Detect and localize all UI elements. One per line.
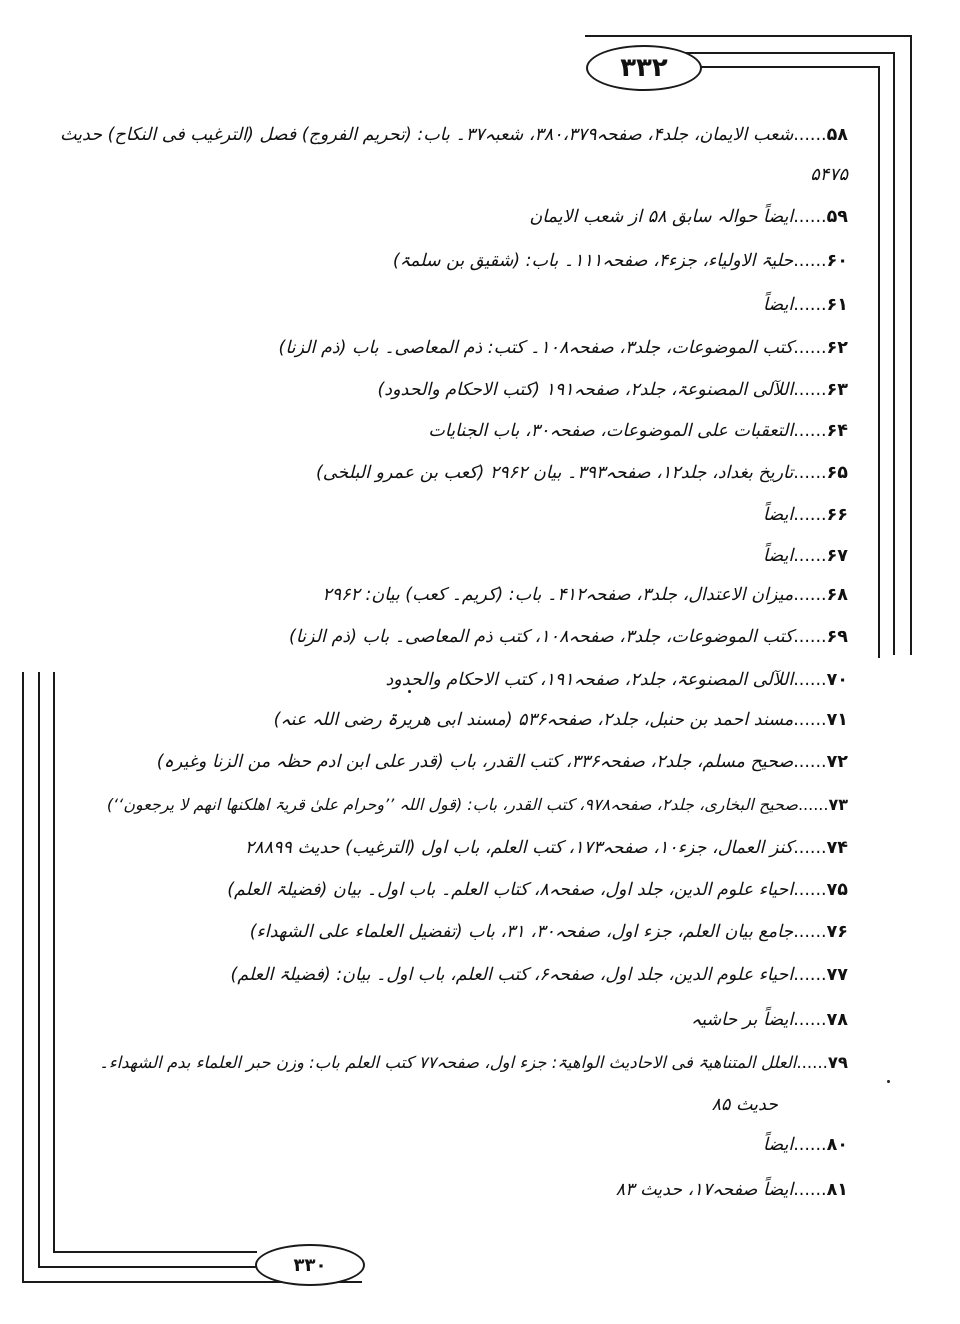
ref-70: ۷۰......اللآلی المصنوعۃ، جلد۲، صفحہ۱۹۱، کتب الاحکام والحدود bbox=[385, 670, 848, 690]
ref-79-cont bbox=[712, 1090, 778, 1120]
ref-text: جامع بیان العلم، جزء اول، صفحہ۳۰، ۳۱، باب (تفضیل العلماء علی الشھداء) bbox=[249, 922, 794, 942]
ref-number: ۷۶ bbox=[826, 922, 848, 942]
ref-text: تاریخ بغداد، جلد۱۲، صفحہ۳۹۳۔ بیان ۲۹۶۲ (کعب بن عمرو البلخی) bbox=[315, 463, 794, 483]
ref-number: ۶۹ bbox=[826, 627, 848, 647]
ref-text: ایضاً bbox=[762, 546, 794, 566]
ref-65: ۶۵......تاریخ بغداد، جلد۱۲، صفحہ۳۹۳۔ بیان ۲۹۶۲ (کعب بن عمرو البلخی) bbox=[315, 463, 848, 483]
ref-63: ۶۳......اللآلی المصنوعۃ، جلد۲، صفحہ۱۹۱ (کتب الاحکام والحدود) bbox=[377, 380, 848, 400]
frame-right-inner bbox=[878, 66, 880, 658]
ref-number: ۷۵ bbox=[826, 880, 848, 900]
ref-72: ۷۲......صحیح مسلم، جلد۲، صفحہ۳۳۶، کتب القدر، باب (قدر علی ابن ادم حظہ من الزنا وغیرہ) bbox=[156, 752, 848, 772]
ref-66: ۶۶......ایضاً bbox=[762, 505, 848, 525]
ref-61: ۶۱......ایضاً bbox=[762, 295, 848, 315]
ref-81: ۸۱......ایضاً صفحہ۱۷، حدیث ۸۳ bbox=[615, 1180, 848, 1200]
ref-number: ۸۰ bbox=[826, 1135, 848, 1155]
ref-number: ۶۱ bbox=[826, 295, 848, 315]
frame-right-middle bbox=[893, 52, 895, 655]
ref-number: ۷۸ bbox=[826, 1010, 848, 1030]
ref-number: ۷۱ bbox=[826, 710, 848, 730]
frame-top-inner bbox=[698, 66, 880, 68]
ref-text: التعقبات علی الموضوعات، صفحہ۳۰، باب الجنایات bbox=[428, 421, 794, 441]
ref-number: ۷۲ bbox=[826, 752, 848, 772]
ref-text: مسند احمد بن حنبل، جلد۲، صفحہ۵۳۶ (مسند ابی ھریرۃ رضی اللہ عنہ) bbox=[273, 710, 794, 730]
ref-text: حلیۃ الاولیاء، جزء۴، صفحہ۱۱۱۔ باب: (شقیق بن سلمۃ) bbox=[392, 251, 794, 271]
ref-text: کتب الموضوعات، جلد۳، صفحہ۱۰۸۔ کتب: ذم المعاصی۔ باب (ذم الزنا) bbox=[278, 338, 794, 358]
frame-bottom-inner bbox=[53, 1251, 257, 1253]
ref-number: ۷۷ bbox=[826, 965, 848, 985]
ref-number: ۶۴ bbox=[826, 421, 848, 441]
ref-number: ۶۷ bbox=[826, 546, 848, 566]
ref-number: ۵۹ bbox=[826, 207, 848, 227]
ref-number: ۷۳ bbox=[828, 795, 848, 814]
frame-top-outer bbox=[585, 35, 912, 37]
frame-bottom-middle bbox=[38, 1266, 256, 1268]
ref-58: ۵۸......شعب الایمان، جلد۴، صفحہ۳۸۰،۳۷۹، شعبہ۳۷۔ باب: (تحریم الفروج) فصل (الترغیب فی النکاح) حدیث bbox=[60, 125, 848, 145]
ref-number: ۶۲ bbox=[826, 338, 848, 358]
ref-number: ۷۴ bbox=[826, 838, 848, 858]
ref-text: کنز العمال، جزء۱۰، صفحہ۱۷۳، کتب العلم، باب اول (الترغیب) حدیث ۲۸۸۹۹ bbox=[244, 838, 794, 858]
ref-text: اللآلی المصنوعۃ، جلد۲، صفحہ۱۹۱ (کتب الاحکام والحدود) bbox=[377, 380, 794, 400]
ref-text: میزان الاعتدال، جلد۳، صفحہ۴۱۲۔ باب: (کریم۔ کعب) بیان: ۲۹۶۲ bbox=[322, 585, 794, 605]
ref-text: صحیح مسلم، جلد۲، صفحہ۳۳۶، کتب القدر، باب (قدر علی ابن ادم حظہ من الزنا وغیرہ) bbox=[156, 752, 794, 772]
ref-76: ۷۶......جامع بیان العلم، جزء اول، صفحہ۳۰، ۳۱، باب (تفضیل العلماء علی الشھداء) bbox=[249, 922, 848, 942]
frame-left-outer bbox=[22, 672, 24, 1283]
scan-speck bbox=[408, 690, 411, 693]
ref-text: حدیث ۸۵ bbox=[711, 1095, 778, 1115]
frame-left-middle bbox=[38, 672, 40, 1267]
ref-text: احیاء علوم الدین، جلد اول، صفحہ۶، کتب العلم، باب اول۔ بیان: (فضیلۃ العلم) bbox=[230, 965, 794, 985]
ref-number: ۸۱ bbox=[826, 1180, 848, 1200]
ref-64: ۶۴......التعقبات علی الموضوعات، صفحہ۳۰، باب الجنایات bbox=[428, 421, 848, 441]
ref-text: شعب الایمان، جلد۴، صفحہ۳۸۰،۳۷۹، شعبہ۳۷۔ باب: (تحریم الفروج) فصل (الترغیب فی النکاح) حدیث bbox=[60, 125, 794, 145]
ref-number: ۶۰ bbox=[826, 251, 848, 271]
ref-60: ۶۰......حلیۃ الاولیاء، جزء۴، صفحہ۱۱۱۔ باب: (شقیق بن سلمۃ) bbox=[392, 251, 848, 271]
ref-text: العلل المتناھیۃ فی الاحادیث الواھیۃ: جزء اول، صفحہ۷۷ کتب العلم باب: وزن حبر العلماء بدم الشھداء۔ bbox=[99, 1053, 797, 1072]
ref-text: ایضاً حوالہ سابق ۵۸ از شعب الایمان bbox=[529, 207, 794, 227]
ref-text: صحیح البخاری، جلد۲، صفحہ۹۷۸، کتب القدر، باب: (قول اللہ ’’وحرام علیٰ قریۃ اھلکنھا انھم لا یرجعون‘‘) bbox=[106, 795, 798, 814]
ref-text: ایضاً bbox=[762, 1135, 794, 1155]
ref-number: ۶۶ bbox=[826, 505, 848, 525]
ref-79: ۷۹......العلل المتناھیۃ فی الاحادیث الواھیۃ: جزء اول، صفحہ۷۷ کتب العلم باب: وزن حبر العلماء بدم الشھداء۔ bbox=[99, 1053, 848, 1072]
ref-68: ۶۸......میزان الاعتدال، جلد۳، صفحہ۴۱۲۔ باب: (کریم۔ کعب) بیان: ۲۹۶۲ bbox=[322, 585, 848, 605]
ref-62: ۶۲......کتب الموضوعات، جلد۳، صفحہ۱۰۸۔ کتب: ذم المعاصی۔ باب (ذم الزنا) bbox=[278, 338, 848, 358]
ref-text: کتب الموضوعات، جلد۳، صفحہ۱۰۸، کتب ذم المعاصی۔ باب (ذم الزنا) bbox=[289, 627, 794, 647]
page-number-top: ۳۳۲ bbox=[586, 45, 702, 91]
ref-73: ۷۳......صحیح البخاری، جلد۲، صفحہ۹۷۸، کتب القدر، باب: (قول اللہ ’’وحرام علیٰ قریۃ اھلکنھا انھم لا یرجعون‘‘) bbox=[106, 795, 848, 814]
ref-text: ایضاً bbox=[762, 295, 794, 315]
ref-59: ۵۹......ایضاً حوالہ سابق ۵۸ از شعب الایمان bbox=[529, 207, 848, 227]
ref-number: ۵۸ bbox=[826, 125, 848, 145]
ref-text: ۵۴۷۵ bbox=[810, 165, 848, 185]
frame-right-outer bbox=[910, 35, 912, 655]
ref-78: ۷۸......ایضاً بر حاشیہ bbox=[690, 1010, 848, 1030]
ref-text: ایضاً بر حاشیہ bbox=[690, 1010, 794, 1030]
ref-75: ۷۵......احیاء علوم الدین، جلد اول، صفحہ۸، کتاب العلم۔ باب اول۔ بیان (فضیلۃ العلم) bbox=[227, 880, 848, 900]
page-number-bottom: ۳۳۰ bbox=[255, 1244, 365, 1286]
ref-number: ۷۹ bbox=[827, 1053, 848, 1072]
ref-69: ۶۹......کتب الموضوعات، جلد۳، صفحہ۱۰۸، کتب ذم المعاصی۔ باب (ذم الزنا) bbox=[289, 627, 848, 647]
scan-speck bbox=[887, 1080, 890, 1083]
ref-58-cont bbox=[810, 160, 848, 190]
frame-left-inner bbox=[53, 672, 55, 1252]
ref-74: ۷۴......کنز العمال، جزء۱۰، صفحہ۱۷۳، کتب العلم، باب اول (الترغیب) حدیث ۲۸۸۹۹ bbox=[244, 838, 848, 858]
ref-80: ۸۰......ایضاً bbox=[762, 1135, 848, 1155]
ref-number: ۶۵ bbox=[826, 463, 848, 483]
ref-67: ۶۷......ایضاً bbox=[762, 546, 848, 566]
ref-77: ۷۷......احیاء علوم الدین، جلد اول، صفحہ۶، کتب العلم، باب اول۔ بیان: (فضیلۃ العلم) bbox=[230, 965, 848, 985]
ref-text: ایضاً صفحہ۱۷، حدیث ۸۳ bbox=[615, 1180, 794, 1200]
ref-text: احیاء علوم الدین، جلد اول، صفحہ۸، کتاب العلم۔ باب اول۔ بیان (فضیلۃ العلم) bbox=[227, 880, 794, 900]
ref-text: اللآلی المصنوعۃ، جلد۲، صفحہ۱۹۱، کتب الاحکام والحدود bbox=[385, 670, 794, 690]
ref-71: ۷۱......مسند احمد بن حنبل، جلد۲، صفحہ۵۳۶ (مسند ابی ھریرۃ رضی اللہ عنہ) bbox=[273, 710, 848, 730]
ref-number: ۶۸ bbox=[826, 585, 848, 605]
ref-number: ۶۳ bbox=[826, 380, 848, 400]
ref-number: ۷۰ bbox=[826, 670, 848, 690]
ref-text: ایضاً bbox=[762, 505, 794, 525]
